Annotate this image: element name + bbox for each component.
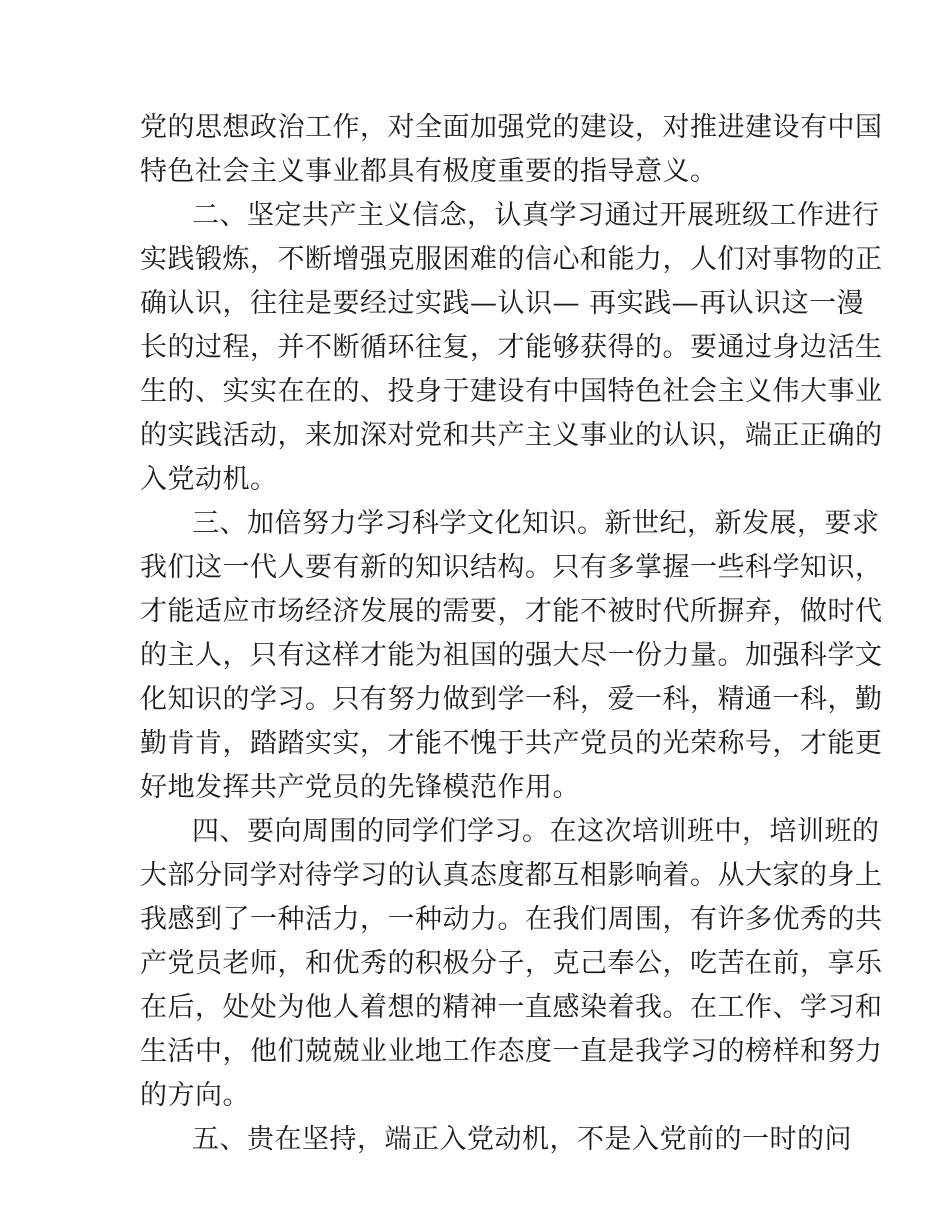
text-line: 特色社会主义事业都具有极度重要的指导意义。 bbox=[140, 156, 718, 187]
text-line: 确认识，往往是要经过实践—认识— 再实践—再认识这一漫 bbox=[140, 288, 865, 319]
text-line: 化知识的学习。只有努力做到学一科，爱一科，精通一科，勤 bbox=[140, 684, 883, 715]
text-line: 实践锻炼，不断增强克服困难的信心和能力，人们对事物的正 bbox=[140, 244, 883, 275]
text-line: 的方向。 bbox=[140, 1080, 250, 1111]
text-line: 的主人，只有这样才能为祖国的强大尽一份力量。加强科学文 bbox=[140, 640, 883, 671]
paragraph-start-line: 五、贵在坚持，端正入党动机，不是入党前的一时的问 bbox=[192, 1124, 852, 1155]
text-line: 生的、实实在在的、投身于建设有中国特色社会主义伟大事业 bbox=[140, 376, 883, 407]
text-line: 党的思想政治工作，对全面加强党的建设，对推进建设有中国 bbox=[140, 112, 883, 143]
text-line: 大部分同学对待学习的认真态度都互相影响着。从大家的身上 bbox=[140, 860, 883, 891]
text-line: 生活中，他们兢兢业业地工作态度一直是我学习的榜样和努力 bbox=[140, 1036, 883, 1067]
text-line: 才能适应市场经济发展的需要，才能不被时代所摒弃，做时代 bbox=[140, 596, 883, 627]
paragraph-start-line: 三、加倍努力学习科学文化知识。新世纪，新发展，要求 bbox=[192, 508, 880, 539]
text-line: 长的过程，并不断循环往复，才能够获得的。要通过身边活生 bbox=[140, 332, 883, 363]
paragraph-start-line: 二、坚定共产主义信念，认真学习通过开展班级工作进行 bbox=[192, 200, 880, 231]
text-line: 我们这一代人要有新的知识结构。只有多掌握一些科学知识， bbox=[140, 552, 883, 583]
text-line: 的实践活动，来加深对党和共产主义事业的认识，端正正确的 bbox=[140, 420, 883, 451]
text-line: 产党员老师，和优秀的积极分子，克己奉公，吃苦在前，享乐 bbox=[140, 948, 883, 979]
text-line: 好地发挥共产党员的先锋模范作用。 bbox=[140, 772, 580, 803]
text-line: 勤肯肯，踏踏实实，才能不愧于共产党员的光荣称号，才能更 bbox=[140, 728, 883, 759]
paragraph-start-line: 四、要向周围的同学们学习。在这次培训班中，培训班的 bbox=[192, 816, 880, 847]
text-line: 我感到了一种活力，一种动力。在我们周围，有许多优秀的共 bbox=[140, 904, 883, 935]
text-line: 在后，处处为他人着想的精神一直感染着我。在工作、学习和 bbox=[140, 992, 883, 1023]
text-line: 入党动机。 bbox=[140, 464, 278, 495]
